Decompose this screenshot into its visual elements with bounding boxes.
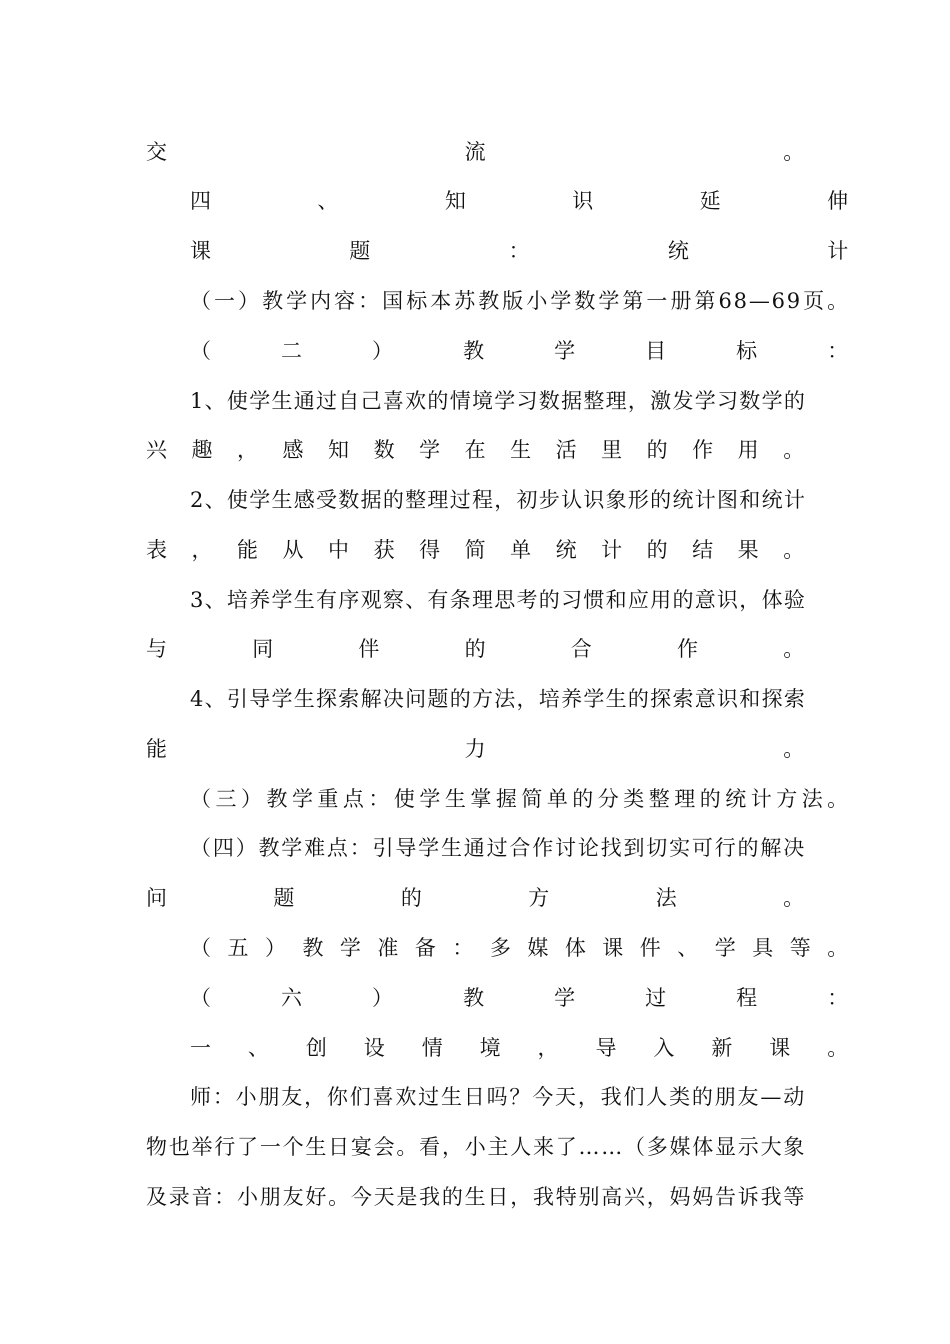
goal-2-line-2: 表，能从中获得简单统计的结果。 <box>146 538 806 562</box>
goal-4-line-2: 能力。 <box>146 737 806 761</box>
goal-3-line-1: 3、培养学生有序观察、有条理思考的习惯和应用的意识，体验 <box>190 588 806 612</box>
dialogue-line-1: 师：小朋友，你们喜欢过生日吗？今天，我们人类的朋友—动 <box>190 1085 806 1109</box>
teaching-preparation: （五）教学准备：多媒体课件、学具等。 <box>190 936 850 960</box>
dialogue-line-3: 及录音：小朋友好。今天是我的生日，我特别高兴，妈妈告诉我等 <box>146 1185 806 1209</box>
paragraph-line: 交流。 <box>146 140 806 164</box>
teaching-focus: （三）教学重点：使学生掌握简单的分类整理的统计方法。 <box>190 787 850 811</box>
goal-1-line-2: 兴趣，感知数学在生活里的作用。 <box>146 438 806 462</box>
teaching-process-heading: （六）教学过程： <box>190 986 850 1010</box>
section-heading: 四、知识延伸 <box>190 189 850 213</box>
lesson-title: 课题：统计 <box>190 239 850 263</box>
teaching-difficulty-line-1: （四）教学难点：引导学生通过合作讨论找到切实可行的解决 <box>190 836 806 860</box>
dialogue-line-2: 物也举行了一个生日宴会。看，小主人来了……（多媒体显示大象 <box>146 1135 806 1159</box>
teaching-goals-heading: （二）教学目标： <box>190 339 850 363</box>
teaching-content: （一）教学内容：国标本苏教版小学数学第一册第68—69页。 <box>190 289 850 313</box>
goal-1-line-1: 1、使学生通过自己喜欢的情境学习数据整理，激发学习数学的 <box>190 389 806 413</box>
goal-2-line-1: 2、使学生感受数据的整理过程，初步认识象形的统计图和统计 <box>190 488 806 512</box>
step-1-heading: 一、创设情境，导入新课。 <box>190 1036 850 1060</box>
goal-4-line-1: 4、引导学生探索解决问题的方法，培养学生的探索意识和探索 <box>190 687 806 711</box>
goal-3-line-2: 与同伴的合作。 <box>146 637 806 661</box>
teaching-difficulty-line-2: 问题的方法。 <box>146 886 806 910</box>
